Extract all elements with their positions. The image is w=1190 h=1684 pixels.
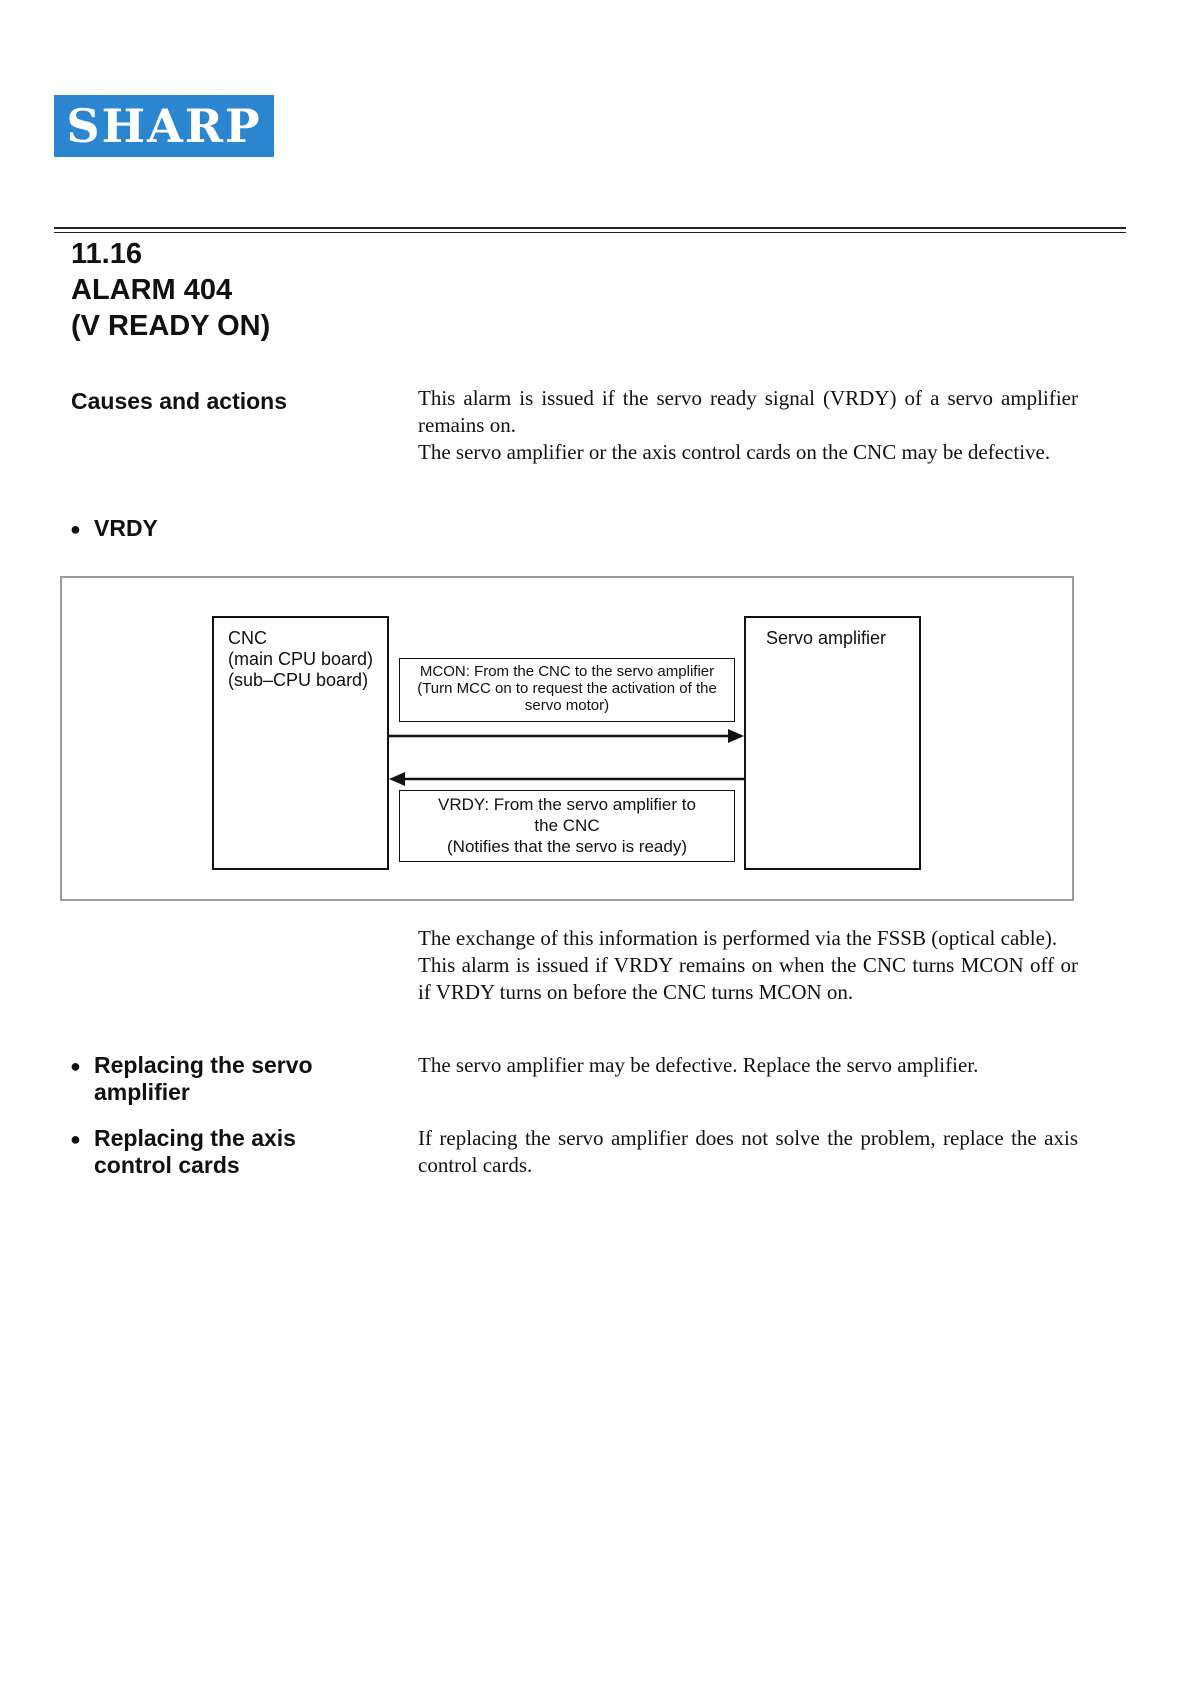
cnc-label-line-3: (sub–CPU board)	[228, 670, 369, 690]
vrdy-line-2: the CNC	[534, 816, 600, 835]
replace-servo-heading	[94, 1052, 313, 1106]
replace-servo-heading-line-1: Replacing the servo	[94, 1052, 313, 1078]
vrdy-arrow	[389, 772, 744, 786]
section-subtitle: (V READY ON)	[71, 310, 271, 342]
vrdy-line-3: (Notifies that the servo is ready)	[447, 837, 687, 856]
signal-arrows	[62, 578, 1072, 899]
replace-axis-text: If replacing the servo amplifier does not solve the problem, replace the axis control cards.	[418, 1126, 1078, 1177]
header-rule	[54, 227, 1126, 229]
causes-paragraph-1: This alarm is issued if the servo ready signal (VRDY) of a servo amplifier remains on.	[418, 386, 1078, 437]
cnc-label-line-2: (main CPU board)	[228, 649, 374, 669]
servo-amplifier-label: Servo amplifier	[766, 628, 887, 648]
replace-servo-text: The servo amplifier may be defective. Replace the servo amplifier.	[418, 1053, 979, 1077]
causes-heading: Causes and actions	[71, 388, 288, 414]
replace-axis-heading	[94, 1125, 296, 1179]
mcon-arrow	[389, 729, 744, 743]
vrdy-line-1: VRDY: From the servo amplifier to	[438, 795, 696, 814]
mcon-line-1: MCON: From the CNC to the servo amplifier	[419, 663, 715, 680]
section-title: ALARM 404	[71, 274, 233, 306]
mcon-line-2: (Turn MCC on to request the activation of the	[417, 680, 717, 697]
bullet-icon: ●	[70, 519, 81, 539]
exchange-text	[418, 925, 1078, 1006]
bullet-icon: ●	[70, 1129, 81, 1149]
causes-text	[418, 385, 1078, 466]
exchange-paragraph-1: The exchange of this information is performed via the FSSB (optical cable).	[418, 926, 1058, 950]
section-number: 11.16	[71, 238, 142, 270]
bullet-icon: ●	[70, 1056, 81, 1076]
sharp-logo	[54, 95, 274, 157]
cnc-label-line-1: CNC	[228, 628, 267, 648]
mcon-line-3: servo motor)	[524, 697, 610, 714]
exchange-paragraph-2: This alarm is issued if VRDY remains on when the CNC turns MCON off or if VRDY turns on before the CNC turns MCON on.	[418, 953, 1078, 1004]
replace-axis-heading-line-1: Replacing the axis	[94, 1125, 296, 1151]
vrdy-heading: VRDY	[94, 515, 158, 541]
header-rule-thin	[54, 232, 1126, 233]
replace-axis-heading-line-2: control cards	[94, 1152, 240, 1178]
vrdy-diagram	[60, 576, 1074, 901]
logo-text: SHARP	[66, 99, 262, 153]
replace-servo-heading-line-2: amplifier	[94, 1079, 190, 1105]
causes-paragraph-2: The servo amplifier or the axis control cards on the CNC may be defective.	[418, 440, 1051, 464]
